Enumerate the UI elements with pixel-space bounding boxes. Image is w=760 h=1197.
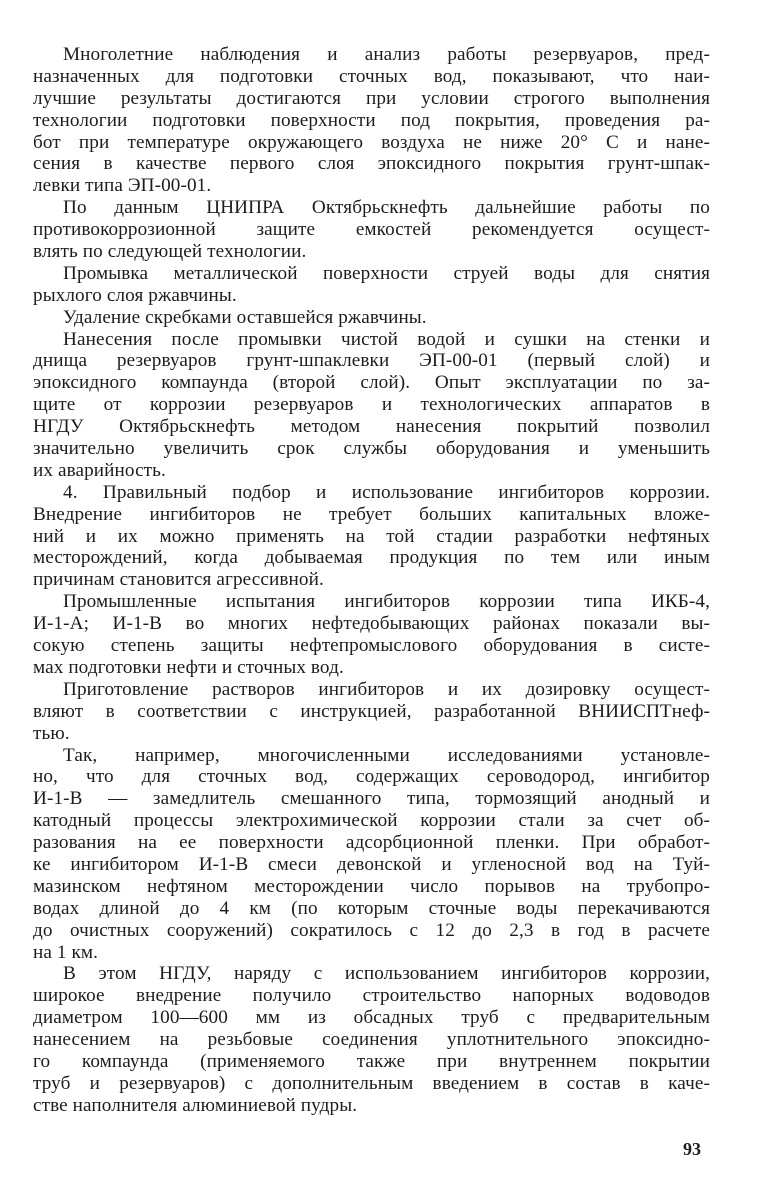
text-line: до очистных сооружений) сократилось с 12 до 2,3 в год в расчете [33,919,710,941]
text-line: По данным ЦНИПРА Октябрьскнефть дальнейшие работы по [63,197,710,219]
text-line: ний и их можно применять на той стадии разработки нефтяных [33,525,710,547]
text-line: левки типа ЭП-00-01. [33,175,212,197]
paragraph [33,482,710,591]
text-line: бот при температуре окружающего воздуха не ниже 20° С и нане- [33,131,710,153]
text-line: месторождений, когда добываемая продукция по тем или иным [33,547,710,569]
text-line: значительно увеличить срок службы оборудования и уменьшить [33,438,710,460]
text-line: диаметром 100—600 мм из обсадных труб с предварительным [33,1007,710,1029]
text-line: щите от коррозии резервуаров и технологических аппаратов в [33,394,710,416]
paragraph [33,329,710,482]
text-line: назначенных для подготовки сточных вод, показывают, что наи- [33,65,710,87]
text-line: Приготовление растворов ингибиторов и их дозировку осущест- [63,678,710,700]
text-line: рыхлого слоя ржавчины. [33,284,237,306]
text-line: их аварийность. [33,459,166,481]
text-line: Нанесения после промывки чистой водой и сушки на стенки и [63,328,710,350]
text-line: сокую степень защиты нефтепромыслового оборудования в систе- [33,635,710,657]
text-line: на 1 км. [33,941,99,963]
paragraph [33,197,710,263]
text-line: ке ингибитором И-1-В смеси девонской и угленосной вод на Туй- [33,853,710,875]
text-line: разования на ее поверхности адсорбционной пленки. При обработ- [33,832,710,854]
text-line: вляют в соответствии с инструкцией, разработанной ВНИИСПТнеф- [33,700,710,722]
text-line: технологии подготовки поверхности под покрытия, проведения ра- [33,109,710,131]
text-line: мазинском нефтяном месторождении число порывов на трубопро- [33,875,710,897]
text-line: влять по следующей технологии. [33,241,307,263]
text-line: Удаление скребками оставшейся ржавчины. [63,306,427,328]
paragraph [33,963,710,1116]
paragraph [33,745,710,964]
paragraph [33,44,710,197]
text-line: нанесением на резьбовые соединения уплотнительного эпоксидно- [33,1029,710,1051]
text-line: Промышленные испытания ингибиторов коррозии типа ИКБ-4, [63,591,710,613]
text-line: В этом НГДУ, наряду с использованием ингибиторов коррозии, [63,963,710,985]
text-line: труб и резервуаров) с дополнительным введением в состав в каче- [33,1072,710,1094]
text-line: го компаунда (применяемого также при внутреннем покрытии [33,1050,710,1072]
paragraph [33,263,710,307]
text-line: Внедрение ингибиторов не требует больших капитальных вложе- [33,503,710,525]
text-line: широкое внедрение получило строительство напорных водоводов [33,985,710,1007]
text-line: днища резервуаров грунт-шпаклевки ЭП-00-01 (первый слой) и [33,350,710,372]
page-number: 93 [683,1139,701,1159]
text-line: катодный процессы электрохимической коррозии стали за счет об- [33,810,710,832]
paragraph [33,679,710,745]
text-line: мах подготовки нефти и сточных вод. [33,656,344,678]
text-line: причинам становится агрессивной. [33,569,324,591]
text-line: Промывка металлической поверхности струей воды для снятия [63,262,710,284]
body-text [33,44,710,1117]
text-line: лучшие результаты достигаются при условии строгого выполнения [33,87,710,109]
text-line: стве наполнителя алюминиевой пудры. [33,1094,358,1116]
text-line: тью. [33,722,70,744]
text-line: но, что для сточных вод, содержащих сероводород, ингибитор [33,766,710,788]
text-line: НГДУ Октябрьскнефть методом нанесения покрытий позволил [33,416,710,438]
text-line: 4. Правильный подбор и использование ингибиторов коррозии. [63,481,710,503]
text-line: сения в качестве первого слоя эпоксидного покрытия грунт-шпак- [33,153,710,175]
text-line: И-1-В — замедлитель смешанного типа, тормозящий анодный и [33,788,710,810]
text-line: водах длиной до 4 км (по которым сточные воды перекачиваются [33,897,710,919]
text-line: И-1-А; И-1-В во многих нефтедобывающих районах показали вы- [33,613,710,635]
text-line: эпоксидного компаунда (второй слой). Опыт эксплуатации по за- [33,372,710,394]
paragraph [33,591,710,679]
text-line: Так, например, многочисленными исследованиями установле- [63,744,710,766]
text-line: противокоррозионной защите емкостей рекомендуется осущест- [33,219,710,241]
text-line: Многолетние наблюдения и анализ работы резервуаров, пред- [63,44,710,65]
paragraph [33,307,710,329]
